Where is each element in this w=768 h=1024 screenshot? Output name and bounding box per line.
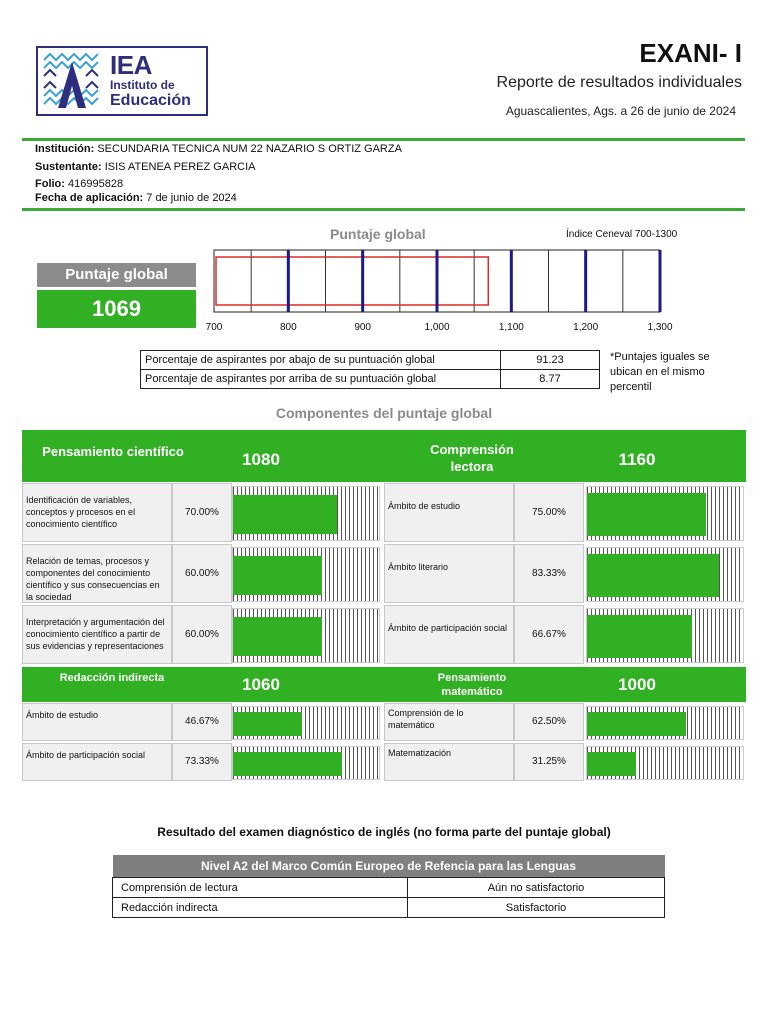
component-row-bar-track [232, 486, 380, 541]
component-row-percent: 83.33% [532, 568, 566, 579]
english-skill: Redacción indirecta [113, 898, 408, 918]
component-row-bar [587, 554, 719, 597]
global-score-chart [200, 244, 680, 336]
component-row-bar [233, 617, 322, 656]
pensamiento-matematico-score: 1000 [618, 675, 656, 694]
english-result: Satisfactorio [408, 898, 665, 918]
components-panel [22, 430, 746, 783]
component-row-description: Ámbito de participación social [26, 750, 146, 760]
x-tick-label: 1,100 [498, 322, 524, 333]
component-row-bar [587, 712, 686, 736]
global-score-value: 1069 [37, 290, 196, 328]
component-row-description: Identificación de variables, conceptos y procesos en el conocimiento científico [26, 495, 136, 529]
component-row-percent: 66.67% [532, 629, 566, 640]
component-row-percent: 70.00% [185, 507, 219, 518]
x-tick-label: 700 [205, 322, 223, 333]
logo-subtitle-2: Educación [110, 92, 191, 109]
divider-top [22, 138, 745, 141]
component-row-bar [587, 752, 636, 776]
info-institucion [35, 143, 402, 155]
component-row-bar-track [586, 608, 744, 663]
info-fecha [35, 192, 237, 204]
percentile-note: *Puntajes iguales se ubican en el mismo percentil [610, 351, 710, 393]
sustentante-label: Sustentante: [35, 161, 102, 173]
folio-label: Folio: [35, 178, 65, 190]
component-row-bar [233, 556, 322, 595]
component-row-bar-track [586, 746, 744, 780]
component-row-bar [587, 615, 692, 658]
percentile-value: 91.23 [501, 351, 600, 370]
components-title: Componentes del puntaje global [275, 405, 493, 421]
component-row-percent: 75.00% [532, 507, 566, 518]
component-row-description: Interpretación y argumentación del conocimiento científico a partir de sus evidencias y representaciones [26, 617, 165, 651]
english-result: Aún no satisfactorio [408, 878, 665, 898]
component-row-bar [233, 712, 302, 736]
component-row-percent: 60.00% [185, 629, 219, 640]
global-score-label: Puntaje global [37, 263, 196, 287]
component-row-description: Ámbito de estudio [26, 710, 99, 720]
x-tick-label: 800 [279, 322, 297, 333]
x-tick-label: 900 [354, 322, 372, 333]
component-row-bar [233, 495, 337, 534]
percentile-label: Porcentaje de aspirantes por abajo de su puntuación global [141, 351, 501, 370]
component-row-bar-track [232, 547, 380, 602]
english-table [112, 855, 665, 918]
component-row-description-cell [384, 605, 514, 664]
component-row-description: Comprensión de lo matemático [388, 708, 464, 730]
component-row-percent: 46.67% [185, 716, 219, 727]
percentile-value: 8.77 [501, 370, 600, 389]
component-row-description: Relación de temas, procesos y componentes del conocimiento científico y sus consecuencias en la sociedad [26, 556, 160, 602]
redaccion-indirecta-score: 1060 [242, 675, 280, 694]
pensamiento-cientifico-label: Pensamiento científico [42, 444, 184, 459]
info-sustentante [35, 161, 255, 173]
pensamiento-matematico-label: Pensamiento matemático [437, 672, 507, 698]
institucion-value: SECUNDARIA TECNICA NUM 22 NAZARIO S ORTIZ GARZA [97, 143, 402, 155]
english-skill: Comprensión de lectura [113, 878, 408, 898]
table-row [113, 878, 665, 898]
english-table-header-row [113, 855, 665, 878]
fecha-label: Fecha de aplicación: [35, 192, 144, 204]
iea-logo [36, 46, 208, 116]
comprension-lectora-score: 1160 [618, 450, 656, 469]
component-row-description-cell [384, 483, 514, 542]
component-row-description: Ámbito de participación social [388, 623, 508, 633]
folio-value: 416995828 [68, 178, 124, 190]
component-row-bar-track [232, 608, 380, 663]
english-title: Resultado del examen diagnóstico de inglés (no forma parte del puntaje global) [157, 825, 611, 839]
x-tick-label: 1,300 [647, 322, 673, 333]
iea-logo-mark-icon [42, 52, 102, 112]
component-row-percent: 60.00% [185, 568, 219, 579]
english-table-header: Nivel A2 del Marco Común Europeo de Refencia para las Lenguas [113, 855, 665, 878]
document-date: Aguascalientes, Ags. a 26 de junio de 2024 [505, 104, 736, 118]
pensamiento-cientifico-score: 1080 [242, 450, 280, 469]
info-folio [35, 178, 123, 190]
logo-subtitle-1: Instituto de [110, 78, 175, 92]
percentile-label: Porcentaje de aspirantes por arriba de su puntuación global [141, 370, 501, 389]
component-row-bar [233, 752, 342, 776]
component-row-description: Matematización [388, 748, 452, 758]
redaccion-indirecta-label: Redacción indirecta [59, 672, 165, 684]
component-row-bar-track [232, 746, 380, 780]
component-row-description: Ámbito literario [388, 562, 449, 572]
x-tick-label: 1,000 [424, 322, 450, 333]
logo-name: IEA [110, 50, 152, 80]
component-row-bar-track [232, 706, 380, 740]
table-row [113, 898, 665, 918]
component-row-description-cell [384, 544, 514, 603]
component-row-bar-track [586, 547, 744, 602]
component-row-bar-track [586, 486, 744, 541]
component-row-percent: 31.25% [532, 756, 566, 767]
document-title: EXANI- I [639, 38, 742, 68]
institucion-label: Institución: [35, 143, 95, 155]
percentile-table [140, 350, 600, 389]
component-row-percent: 62.50% [532, 716, 566, 727]
fecha-value: 7 de junio de 2024 [146, 192, 237, 204]
x-tick-label: 1,200 [573, 322, 599, 333]
component-row-bar-track [586, 706, 744, 740]
component-row-bar [587, 493, 706, 536]
table-row [141, 370, 600, 389]
comprension-lectora-label: Comprensión lectora [430, 442, 514, 474]
scale-note: Índice Ceneval 700-1300 [566, 229, 678, 240]
document-subtitle: Reporte de resultados individuales [496, 74, 742, 91]
global-chart-title: Puntaje global [330, 226, 426, 242]
divider-bottom [22, 208, 745, 211]
component-row-description: Ámbito de estudio [388, 501, 461, 511]
sustentante-value: ISIS ATENEA PEREZ GARCIA [104, 161, 256, 173]
table-row [141, 351, 600, 370]
component-row-percent: 73.33% [185, 756, 219, 767]
